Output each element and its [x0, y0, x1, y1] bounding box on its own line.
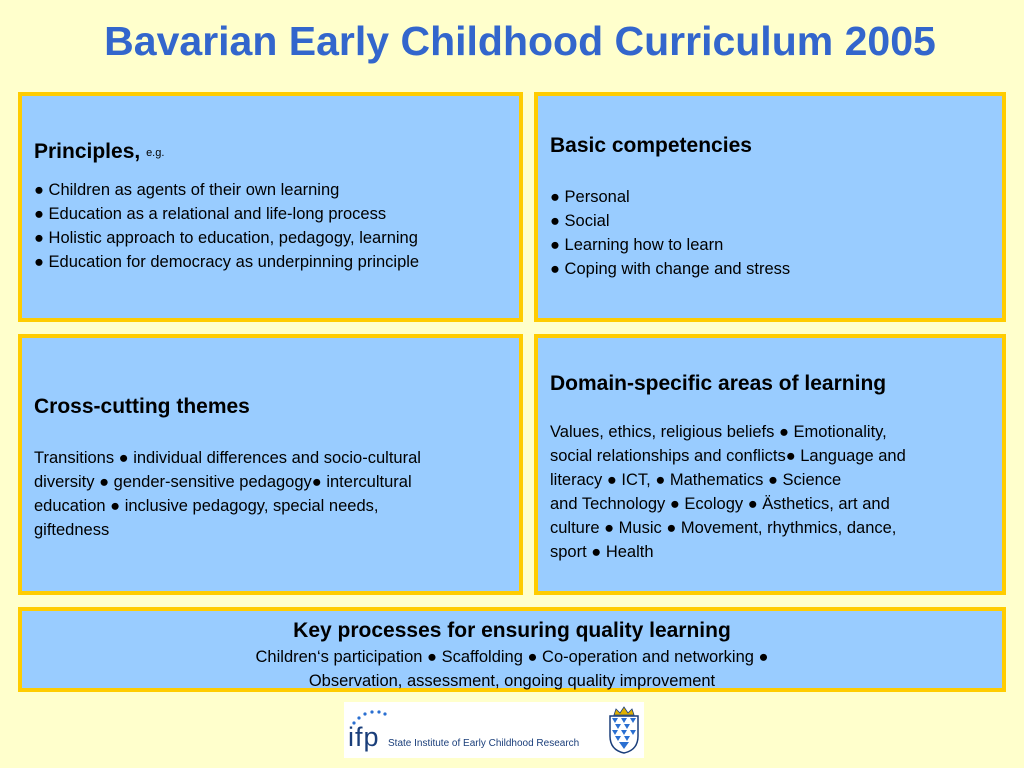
principles-heading	[34, 140, 519, 165]
paragraph-line: education ● inclusive pedagogy, special needs,	[34, 497, 379, 515]
logo-wordmark: ifp	[348, 722, 380, 752]
cross-cutting-heading: Cross-cutting themes	[34, 395, 250, 418]
list-item: ● Social	[550, 212, 610, 230]
list-item: ● Holistic approach to education, pedagogy, learning	[34, 229, 418, 247]
list-item: ● Children as agents of their own learning	[34, 181, 340, 199]
paragraph-line: Transitions ● individual differences and socio-cultural	[34, 449, 421, 467]
bavaria-crest-icon	[608, 706, 640, 754]
domain-specific-box	[534, 334, 1006, 595]
logo-tagline: State Institute of Early Childhood Research	[388, 738, 580, 749]
paragraph-line: giftedness	[34, 521, 110, 539]
principles-box	[18, 92, 523, 322]
key-processes-box	[18, 607, 1006, 692]
principles-heading-note: e.g.	[146, 147, 165, 159]
page-title: Bavarian Early Childhood Curriculum 2005	[104, 18, 936, 64]
paragraph-line: sport ● Health	[550, 543, 654, 561]
list-item: ● Education as a relational and life-long process	[34, 205, 387, 223]
paragraph-line: culture ● Music ● Movement, rhythmics, dance,	[550, 519, 897, 537]
domain-specific-heading: Domain-specific areas of learning	[550, 372, 887, 395]
paragraph-line: social relationships and conflicts● Language and	[550, 447, 906, 465]
key-processes-line: Observation, assessment, ongoing quality improvement	[308, 672, 716, 690]
key-processes-line: Children‘s participation ● Scaffolding ● Co-operation and networking ●	[255, 648, 769, 666]
list-item: ● Learning how to learn	[550, 236, 724, 254]
cross-cutting-box	[18, 334, 523, 595]
paragraph-line: Values, ethics, religious beliefs ● Emotionality,	[550, 423, 887, 441]
list-item: ● Education for democracy as underpinning principle	[34, 253, 420, 271]
competencies-heading: Basic competencies	[550, 134, 752, 157]
paragraph-line: literacy ● ICT, ● Mathematics ● Science	[550, 471, 842, 489]
paragraph-line: diversity ● gender-sensitive pedagogy● intercultural	[34, 473, 412, 491]
paragraph-line: and Technology ● Ecology ● Ästhetics, art and	[550, 495, 890, 513]
list-item: ● Personal	[550, 188, 630, 206]
list-item: ● Coping with change and stress	[550, 260, 791, 278]
principles-heading-text: Principles,	[34, 140, 141, 163]
ifp-logo	[344, 702, 644, 758]
competencies-box	[534, 92, 1006, 322]
key-processes-heading: Key processes for ensuring quality learning	[293, 619, 731, 642]
